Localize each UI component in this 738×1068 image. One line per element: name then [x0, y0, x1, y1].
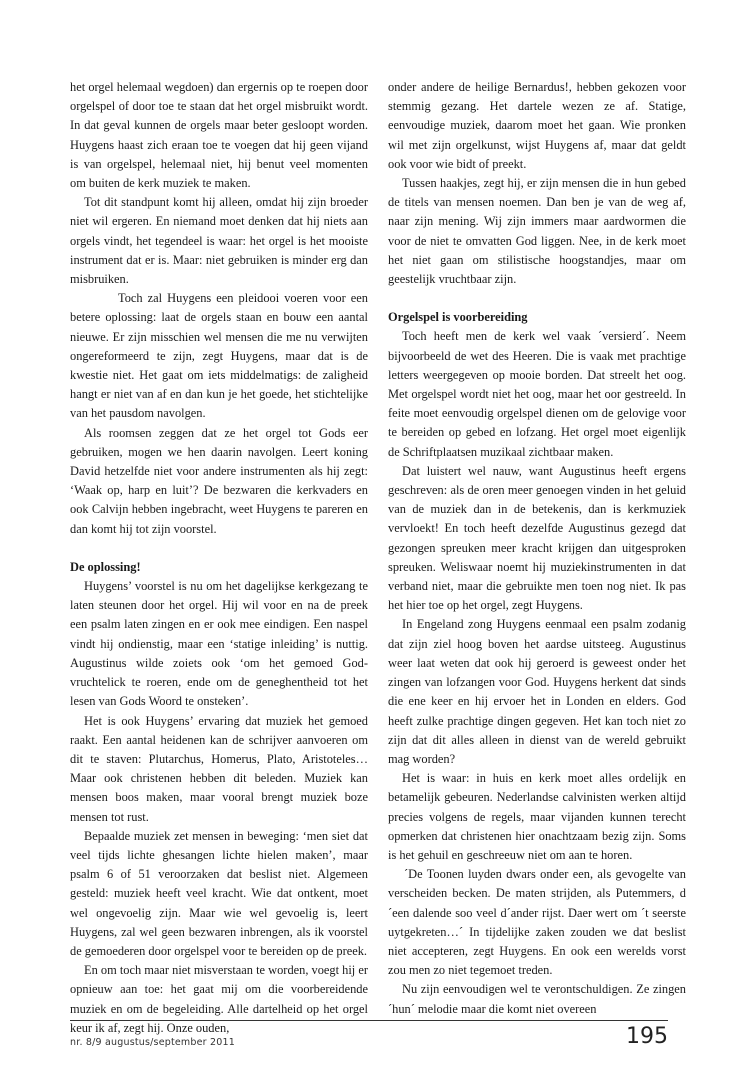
- paragraph: Toch heeft men de kerk wel vaak ´versierd´. Neem bijvoorbeeld de wet des Heeren. Die is vaak met prachtige letters weergegeven op mooie borden. Dat streelt het oog. Met orgelspel wordt niet het oog, maar het oor gestreeld. In feite moet eenvoudig orgelspel dienen om de gelovige voor te bereiden op gebed en lofzang. Het orgel moet eigenlijk de Schriftplaatsen muzikaal zichtbaar maken.: [388, 329, 686, 459]
- paragraph: Dat luistert wel nauw, want Augustinus heeft ergens geschreven: als de oren meer genoegen vinden in het geluid van de muziek dan in de betekenis, dan is kerkmuziek vervloekt! En toch heeft dezelfde Augustinus gezegd dat gezongen spreuken meer kracht krijgen dan uitgesproken spreuken. Weliswaar noemt hij muziekinstrumenten in dat verband niet, maar die gebruikte men toen nog niet. Ik pas het hier toe op het orgel, zegt Huygens.: [388, 463, 686, 613]
- paragraph: ´De Toonen luyden dwars onder een, als gevogelte van verscheiden becken. De maten strijden, als Putemmers, d´een dalende soo veel d´ander rijst. Daer wert om ´t seerste uytgekreten…´ In tijdelijke zaken zouden we dat beslist niet accepteren, zegt Huygens. En ook een werelds vorst zou men zo niet tegemoet treden.: [388, 867, 686, 978]
- footer-divider: [70, 1020, 668, 1021]
- paragraph: Huygens’ voorstel is nu om het dagelijkse kerkgezang te laten steunen door het orgel. Hij wil voor en na de preek een psalm laten zingen en er ook mee eindigen. Een naspel vindt hij ondienstig, maar een ‘statige inleiding’ is nuttig. Augustinus wilde zoiets ook ‘om het gemoed God-vruchtelick te roeren, ende om de geneghentheid tot het lesen van Gods Woord te onsteken’.: [70, 579, 368, 709]
- paragraph: Bepaalde muziek zet mensen in beweging: ‘men siet dat veel tijds lichte ghesangen lichte hielen maken’, maar psalm 6 of 51 veroorzaken dat beslist niet. Algemeen gesteld: muziek heeft veel kracht. Wie dat ontkent, moet wel ongevoelig zijn. Maar wie wel gevoelig is, leert Huygens, zal wel geen bezwaren inbrengen, als ik voorstel de gemoederen door orgelspel voor te bereiden op de preek.: [70, 828, 368, 958]
- paragraph: Het is ook Huygens’ ervaring dat muziek het gemoed raakt. Een aantal heidenen kan de schrijver aanvoeren om dit te staven: Plutarchus, Homerus, Plato, Aristoteles… Maar ook christenen hebben dit beleden. Muziek kan mensen boos maken, maar vooral brengt muziek boze mensen tot rust.: [70, 713, 368, 824]
- paragraph: Het is waar: in huis en kerk moet alles ordelijk en betamelijk gebeuren. Nederlandse calvinisten werken altijd precies volgens de regels, maar vijanden kunnen terecht opmerken dat christenen hier onachtzaam bezig zijn. Soms is het gehuil en geschreeuw niet om aan te horen.: [388, 771, 686, 862]
- paragraph: onder andere de heilige Bernardus!, hebben gekozen voor stemmig gezang. Het dartele wezen ze af. Statige, eenvoudige muziek, daarom moet het gaan. Wie pronken wil met zijn orgelkunst, wijst Huygens af, maar dat geldt ook voor wie bidt of preekt.: [388, 80, 686, 171]
- paragraph: Tot dit standpunt komt hij alleen, omdat hij zijn broeder niet wil ergeren. En niemand moet denken dat hij niets aan orgels vindt, het tegendeel is waar: het orgel is het mooiste instrument dat er is. Maar: niet gebruiken is minder erg dan misbruiken.: [70, 195, 368, 287]
- left-column: [70, 78, 368, 1038]
- section-heading: De oplossing!: [70, 559, 141, 574]
- right-column: [388, 78, 686, 1019]
- page-number: 195: [626, 1024, 668, 1049]
- section-heading: Orgelspel is voorbereiding: [388, 310, 528, 325]
- paragraph: Als roomsen zeggen dat ze het orgel tot Gods eer gebruiken, mogen we hen daarin navolgen. Leert koning David hetzelfde niet voor andere instrumenten als hij zegt: ‘Waak op, harp en luit’? De bezwaren die kerkvaders en ook Calvijn hebben ingebracht, weet Huygens te pareren en dan komt hij tot zijn voorstel.: [70, 425, 368, 536]
- issue-label: nr. 8/9 augustus/september 2011: [70, 1037, 235, 1048]
- paragraph: In Engeland zong Huygens eenmaal een psalm zodanig dat zijn ziel hoog boven het aardse uitsteeg. Augustinus weer laat weten dat ook hij geroerd is geweest onder het zingen van lofzangen voor God. Huygens herkent dat sinds die ene keer en hij ervoer het in Londen en elders. God heeft zulke prachtige dingen gegeven. Het kan toch niet zo zijn dat dit alles alleen in dienst van de wereld gebruikt mag worden?: [388, 617, 686, 766]
- paragraph: En om toch maar niet misverstaan te worden, voegt hij er opnieuw aan toe: het gaat mij om die voorbereidende muziek en om de begeleiding. Alle dartelheid op het orgel keur ik af, zegt hij. Onze ouden,: [70, 963, 368, 1035]
- paragraph: het orgel helemaal wegdoen) dan ergernis op te roepen door orgelspel of door toe te staan dat het orgel misbruikt wordt. In dat geval kunnen de orgels maar beter gesloopt worden. Huygens haast zich eraan toe te voegen dat hij geen vijand is van orgelspel, helemaal niet, hij benut veel momenten om buiten de kerk muziek te maken.: [70, 80, 368, 191]
- paragraph: Toch zal Huygens een pleidooi voeren voor een betere oplossing: laat de orgels staan en bouw een aantal nieuwe. Er zijn misschien wel mensen die me nu verwijten ongereformeerd te zijn, zegt Huygens, maar dat is de kwestie niet. Het gaat om iets middelmatigs: de zaligheid hangt er niet van af en dan kun je het goede, het stichtelijke van het pausdom navolgen.: [70, 291, 368, 421]
- paragraph: Tussen haakjes, zegt hij, er zijn mensen die in hun gebed de titels van mensen noemen. Dan ben je van de weg af, naar zijn mening. Wij zijn immers maar aardwormen die voor de niet te omvatten God liggen. Nee, in de kerk moet het niet gaan om stilistische hoogstandjes, maar om geestelijk vruchtbaar zijn.: [388, 176, 686, 287]
- paragraph: Nu zijn eenvoudigen wel te verontschuldigen. Ze zingen ´hun´ melodie maar die komt niet overeen: [388, 982, 686, 1016]
